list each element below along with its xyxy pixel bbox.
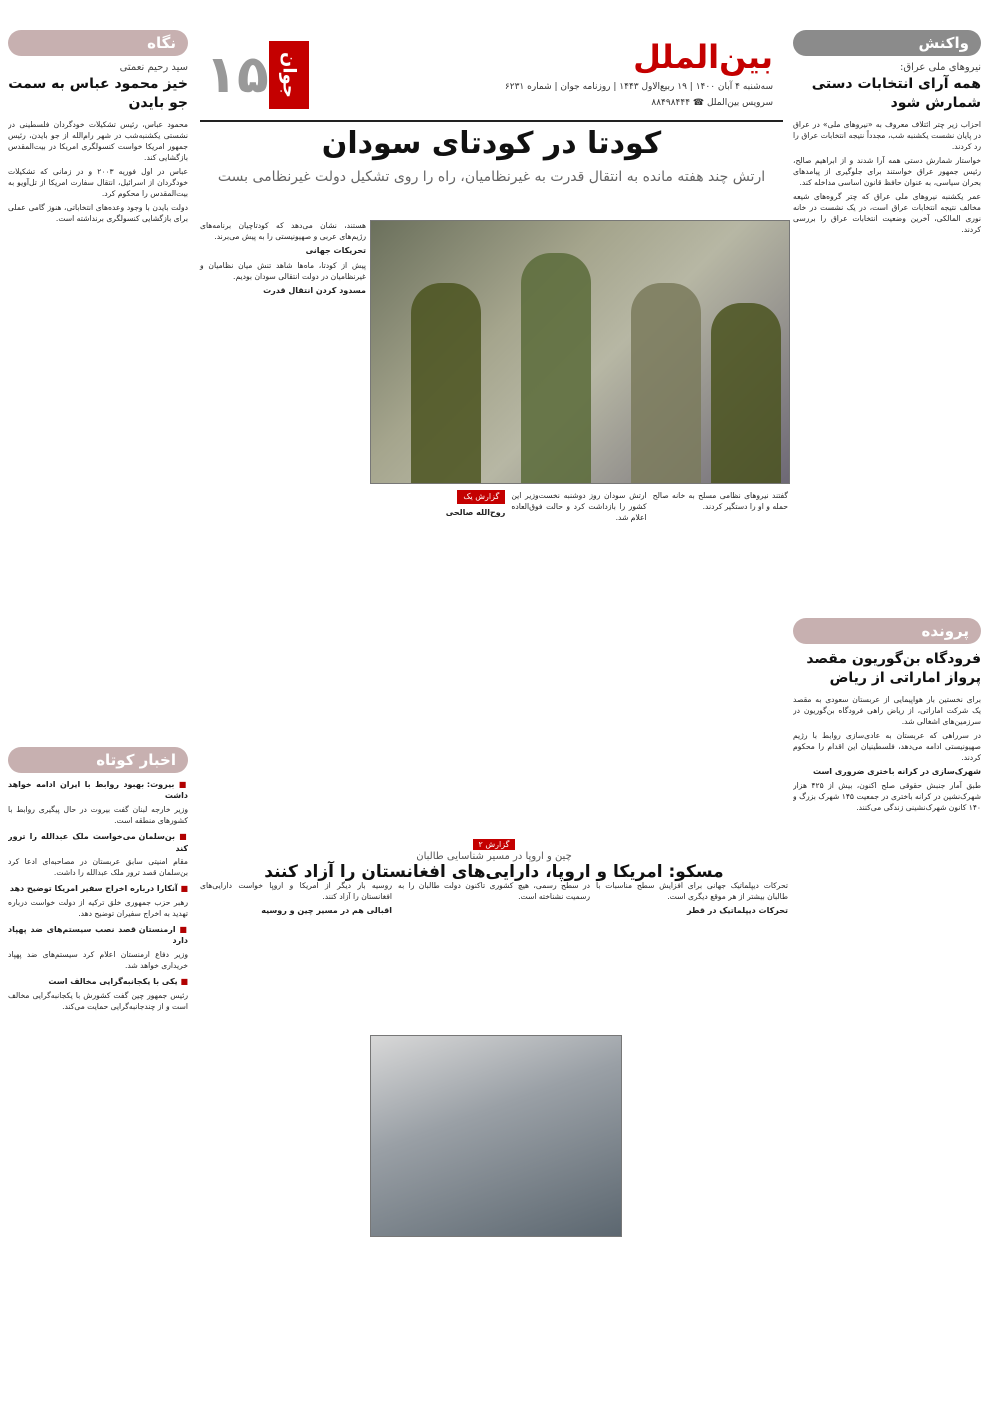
subhead: تحریکات جهانی: [305, 246, 366, 255]
photo-figure: [631, 283, 701, 483]
brief-text: وزیر دفاع ارمنستان اعلام کرد سیستم‌های ضد پهپاد خریداری خواهد شد.: [8, 949, 188, 970]
kicker: چین و اروپا در مسیر شناسایی طالبان: [416, 851, 572, 862]
right-column: [793, 30, 981, 1393]
story-column: [596, 880, 788, 1390]
photo-figure: [711, 303, 781, 483]
author: روح‌الله صالحی: [445, 507, 506, 517]
paragraph: دولت بایدن با وجود وعده‌های انتخاباتی، هنوز گامی عملی برای بازگشایی کنسولگری برنداشته است.: [8, 202, 188, 223]
paragraph: در سرراهی که عربستان به عادی‌سازی روابط با رژیم صهیونیستی ادامه می‌دهد، فلسطینیان این اقدام را محکوم کردند.: [793, 730, 981, 762]
paragraph: روسیه بار دیگر از امریکا و اروپا خواست دارایی‌های افغانستان را آزاد کنند.: [200, 881, 392, 901]
brief-text: رهبر حزب جمهوری خلق ترکیه از دولت خواست درباره تهدید به اخراج سفیران توضیح دهد.: [8, 897, 188, 918]
paragraph: احزاب زیر چتر ائتلاف معروف به «نیروهای ملی» در عراق در پایان نشست یکشنبه شب، مجدداً نتیجه انتخابات عراق را رد کردند.: [793, 119, 981, 151]
section-title-reaction: واکنش: [793, 30, 981, 56]
brief-title: ■ ارمنستان قصد نصب سیستم‌های ضد پهپاد دارد: [8, 924, 188, 947]
date-line: سه‌شنبه ۴ آبان ۱۴۰۰ | ۱۹ ربیع‌الاول ۱۴۴۳ | روزنامه جوان | شماره ۶۲۳۱: [504, 82, 773, 92]
kicker: نیروهای ملی عراق:: [899, 62, 981, 73]
paragraph: پیش از کودتا، ماه‌ها شاهد تنش میان نظامیان و غیرنظامیان در دولت انتقالی سودان بودیم.: [200, 260, 366, 281]
paragraph: ارتش سودان روز دوشنبه نخست‌وزیر این کشور را بازداشت کرد و حالت فوق‌العاده اعلام شد.: [511, 491, 647, 522]
brief-text: وزیر خارجه لبنان گفت بیروت در حال پیگیری روابط با کشورهای منطقه است.: [8, 804, 188, 825]
article-body: [793, 119, 981, 235]
report-tag: گزارش ۲: [473, 839, 516, 850]
paragraph: طبق آمار جنبش حقوقی صلح اکنون، بیش از ۴۲۵ هزار شهرک‌نشین در کرانه باختری در جمعیت ۱۴۵ شهرک بزرگ و ۱۴۰ کانون شهرک‌نشینی زندگی می‌کنند.: [793, 781, 981, 813]
story-column: [370, 490, 505, 790]
left-column: [8, 30, 188, 1393]
brief-text: رئیس جمهور چین گفت کشورش با یکجانبه‌گرایی مخالف است و از چندجانبه‌گرایی حمایت می‌کند.: [8, 990, 188, 1011]
second-photo: [370, 1035, 622, 1237]
main-story-columns: [370, 490, 788, 790]
phone-line: سرویس بین‌الملل ☎ ۸۸۴۹۸۴۴۴: [651, 98, 773, 108]
second-story-header: [200, 832, 788, 882]
main-headline-block: [200, 126, 783, 185]
report-tag: گزارش یک: [457, 490, 505, 504]
section-title-file: پرونده: [793, 618, 981, 644]
story-column: [200, 880, 392, 1390]
paragraph: عمر یکشنبه نیروهای ملی عراق که چتر گروه‌های شیعه مخالف نتیجه انتخابات عراق است، در یک نشست در خانه نوری المالکی، آخرین وضعیت انتخابات عراق را بررسی کردند.: [793, 191, 981, 234]
section-title-view: نگاه: [8, 30, 188, 56]
page-title: بین‌الملل: [633, 38, 773, 76]
briefs-list: [8, 779, 188, 1012]
paragraph: در سطح رسمی، هیچ کشوری تاکنون دولت طالبان را به رسمیت نشناخته است.: [398, 881, 590, 901]
paragraph: محمود عباس، رئیس تشکیلات خودگردان فلسطینی در نشستی یکشنبه‌شب در شهر رام‌الله از جو بایدن، رئیس جمهور امریکا خواست کنسولگری امریکا در بیت‌المقدس بازگشایی کند.: [8, 119, 188, 162]
paragraph: گفتند نیروهای نظامی مسلح به خانه صالح حمله و او را دستگیر کردند.: [652, 491, 788, 511]
logo-text: جوان: [269, 41, 309, 109]
subhead: مسدود کردن انتقال قدرت: [263, 285, 366, 295]
paragraph: تحرکات دیپلماتیک جهانی برای افزایش سطح مناسبات با طالبان بیشتر از هر موقع دیگری است.: [596, 881, 788, 901]
main-subheadline: ارتش چند هفته مانده به انتقال قدرت به غیرنظامیان، راه را روی تشکیل دولت غیرنظامی بست: [217, 169, 766, 185]
story-column: [653, 490, 788, 790]
page-number: ۱۵: [205, 45, 269, 105]
paragraph: هستند، نشان می‌دهد که کودتاچیان برنامه‌های رژیم‌های عربی و صهیونیستی را به پیش می‌برند.: [200, 221, 366, 241]
author: سید رحیم نعمتی: [119, 62, 188, 73]
headline: خیز محمود عباس به سمت جو بایدن: [8, 76, 188, 111]
headline: فرودگاه بن‌گوریون مقصد پرواز اماراتی از ریاض: [806, 650, 981, 686]
main-headline: کودتا در کودتای سودان: [321, 126, 662, 161]
second-headline: مسکو: امریکا و اروپا، دارایی‌های افغانستان را آزاد کنند: [264, 862, 724, 882]
brief-title: ■ بیروت: بهبود روابط با ایران ادامه خواهد داشت: [8, 779, 188, 802]
brief-title: ■ بن‌سلمان می‌خواست ملک عبدالله را ترور کند: [8, 831, 188, 854]
subhead: شهرک‌سازی در کرانه باختری ضروری است: [812, 766, 981, 776]
main-story-column: [200, 220, 366, 920]
photo-figure: [521, 253, 591, 483]
subhead: اقبالی هم در مسیر چین و روسیه: [261, 906, 392, 915]
article-body: [8, 119, 188, 224]
brief-text: مقام امنیتی سابق عربستان در مصاحبه‌ای ادعا کرد بن‌سلمان قصد ترور ملک عبدالله را داشت.: [8, 857, 188, 878]
story-column: [511, 490, 646, 790]
paragraph: عباس در اول فوریه ۲۰۰۳ و در زمانی که تشکیلات خودگردان از اسرائیل، انتقال سفارت امریکا از تل‌آویو به بیت‌المقدس را محکوم کرد.: [8, 166, 188, 198]
section-title-briefs: اخبار کوتاه: [8, 747, 188, 773]
main-photo: [370, 220, 790, 484]
headline: همه آرای انتخابات دستی شمارش شود: [811, 76, 981, 111]
logo: [200, 38, 310, 112]
article-body: [793, 694, 981, 814]
brief-title: ■ آنکارا درباره اخراج سفیر امریکا توضیح دهد: [8, 883, 188, 895]
brief-title: ■ یکی با یکجانبه‌گرایی مخالف است: [8, 976, 188, 988]
subhead: تحرکات دیپلماتیک در قطر: [687, 906, 788, 915]
paragraph: برای نخستین بار هواپیمایی از عربستان سعودی به مقصد یک شرکت اماراتی، از ریاض راهی فرودگاه بن‌گوریون در سرزمین‌های اشغالی شد.: [793, 694, 981, 726]
masthead: [200, 30, 783, 122]
paragraph: خواستار شمارش دستی همه آرا شدند و از ابراهیم صالح، رئیس جمهور عراق خواستند برای جلوگیری از پیامدهای بحران سیاسی، به عنوان حافظ قانون اساسی مداخله کند.: [793, 155, 981, 187]
photo-figure: [411, 283, 481, 483]
